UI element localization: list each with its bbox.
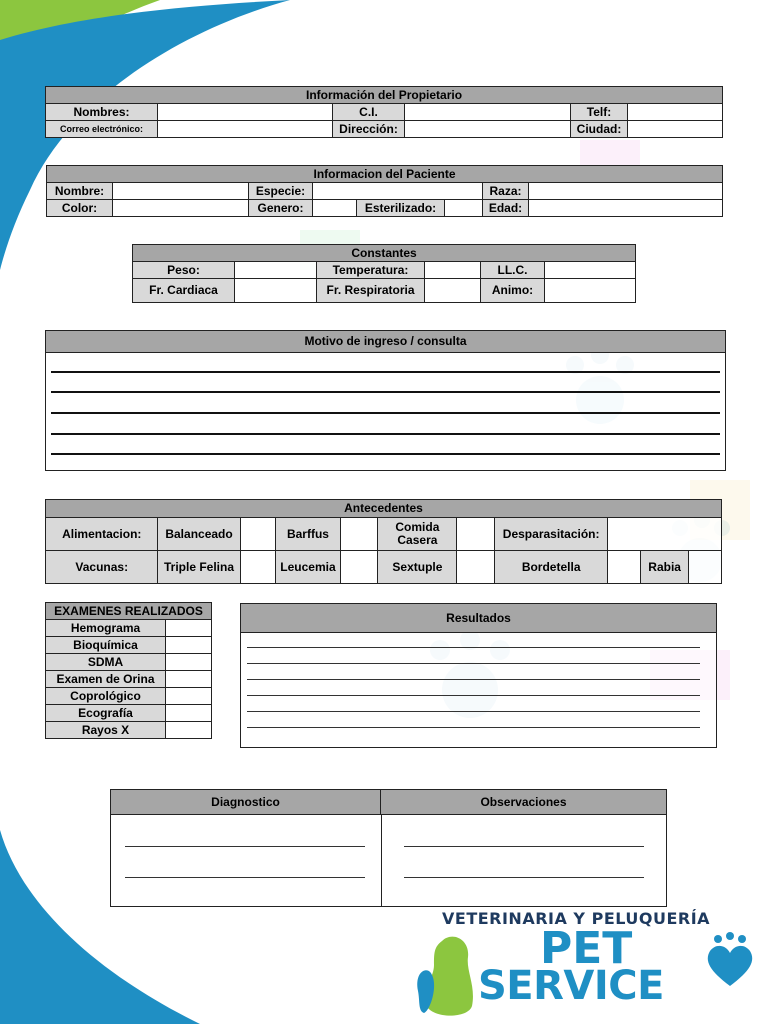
bordetella-label: Bordetella (494, 551, 608, 584)
weight-label: Peso: (133, 262, 235, 279)
triple-feline-label: Triple Felina (158, 551, 240, 584)
patient-breed-label: Raza: (483, 183, 529, 200)
reason-line (51, 453, 720, 455)
pet-silhouette-icon (412, 931, 482, 1019)
patient-info-title: Informacion del Paciente (47, 166, 723, 183)
sextuple-checkbox[interactable] (457, 551, 494, 584)
exam-label: Rayos X (46, 722, 166, 739)
observations-line (404, 846, 644, 847)
sextuple-label: Sextuple (378, 551, 457, 584)
deworming-field[interactable] (608, 518, 722, 551)
respiratory-rate-field[interactable] (425, 279, 481, 303)
paw-heart-icon (700, 931, 760, 991)
rabies-checkbox[interactable] (689, 551, 722, 584)
reason-line (51, 433, 720, 435)
reason-line (51, 391, 720, 393)
patient-age-label: Edad: (483, 200, 529, 217)
results-line (247, 695, 700, 696)
diagnosis-area[interactable] (111, 815, 381, 906)
owner-id-field[interactable] (405, 104, 571, 121)
exam-label: Ecografía (46, 705, 166, 722)
patient-sterilized-field[interactable] (445, 200, 483, 217)
reason-line (51, 412, 720, 414)
results-title: Resultados (241, 604, 716, 633)
exam-label: SDMA (46, 654, 166, 671)
diagnosis-observations-box (110, 789, 667, 907)
exam-checkbox[interactable] (166, 620, 212, 637)
brand-logo (410, 905, 760, 1020)
leukemia-label: Leucemia (276, 551, 341, 584)
observations-line (404, 877, 644, 878)
owner-email-field[interactable] (158, 121, 333, 138)
patient-color-field[interactable] (113, 200, 249, 217)
feeding-label: Alimentacion: (46, 518, 158, 551)
owner-city-label: Ciudad: (571, 121, 628, 138)
results-line (247, 663, 700, 664)
diagnosis-title: Diagnostico (111, 790, 381, 815)
triple-feline-checkbox[interactable] (240, 551, 275, 584)
patient-name-field[interactable] (113, 183, 249, 200)
temperature-label: Temperatura: (317, 262, 425, 279)
bordetella-checkbox[interactable] (608, 551, 640, 584)
brand-tagline: VETERINARIA Y PELUQUERÍA (442, 909, 711, 928)
kibble-checkbox[interactable] (240, 518, 275, 551)
diagnosis-line (125, 877, 365, 878)
owner-address-field[interactable] (405, 121, 571, 138)
patient-sterilized-label: Esterilizado: (357, 200, 445, 217)
observations-title: Observaciones (381, 790, 666, 815)
mood-label: Animo: (481, 279, 545, 303)
exam-checkbox[interactable] (166, 671, 212, 688)
exam-checkbox[interactable] (166, 705, 212, 722)
homemade-food-label: Comida Casera (378, 518, 457, 551)
owner-phone-label: Telf: (571, 104, 628, 121)
owner-id-label: C.I. (333, 104, 405, 121)
diagnosis-line (125, 846, 365, 847)
results-line (247, 711, 700, 712)
exam-checkbox[interactable] (166, 654, 212, 671)
owner-info-section (45, 86, 722, 138)
capillary-refill-label: LL.C. (481, 262, 545, 279)
weight-field[interactable] (235, 262, 317, 279)
temperature-field[interactable] (425, 262, 481, 279)
barf-checkbox[interactable] (340, 518, 377, 551)
patient-gender-field[interactable] (313, 200, 357, 217)
exams-section (45, 602, 211, 739)
barf-label: Barffus (276, 518, 341, 551)
kibble-label: Balanceado (158, 518, 240, 551)
patient-info-section (46, 165, 722, 217)
exam-checkbox[interactable] (166, 722, 212, 739)
respiratory-rate-label: Fr. Respiratoria (317, 279, 425, 303)
exam-label: Examen de Orina (46, 671, 166, 688)
exam-label: Coprológico (46, 688, 166, 705)
owner-info-title: Información del Propietario (46, 87, 723, 104)
capillary-refill-field[interactable] (545, 262, 636, 279)
mood-field[interactable] (545, 279, 636, 303)
exams-title: EXAMENES REALIZADOS (46, 603, 212, 620)
deworming-label: Desparasitación: (494, 518, 608, 551)
owner-name-field[interactable] (158, 104, 333, 121)
patient-color-label: Color: (47, 200, 113, 217)
exam-label: Bioquímica (46, 637, 166, 654)
reason-line (51, 371, 720, 373)
reason-box[interactable] (45, 330, 726, 471)
results-box[interactable] (240, 603, 717, 748)
patient-species-label: Especie: (249, 183, 313, 200)
patient-name-label: Nombre: (47, 183, 113, 200)
history-section (45, 499, 722, 584)
exam-checkbox[interactable] (166, 688, 212, 705)
exam-label: Hemograma (46, 620, 166, 637)
reason-title: Motivo de ingreso / consulta (46, 331, 725, 353)
rabies-label: Rabia (640, 551, 689, 584)
observations-area[interactable] (382, 815, 666, 906)
owner-email-label: Correo electrónico: (46, 121, 158, 138)
owner-name-label: Nombres: (46, 104, 158, 121)
patient-species-field[interactable] (313, 183, 483, 200)
results-line (247, 727, 700, 728)
heart-rate-field[interactable] (235, 279, 317, 303)
vaccines-label: Vacunas: (46, 551, 158, 584)
patient-age-field[interactable] (529, 200, 723, 217)
constants-section (132, 244, 635, 303)
patient-breed-field[interactable] (529, 183, 723, 200)
constants-title: Constantes (133, 245, 636, 262)
brand-name-line1: PET (540, 923, 633, 974)
owner-city-field[interactable] (628, 121, 723, 138)
heart-rate-label: Fr. Cardiaca (133, 279, 235, 303)
leukemia-checkbox[interactable] (340, 551, 377, 584)
history-title: Antecedentes (46, 500, 722, 518)
results-line (247, 647, 700, 648)
patient-gender-label: Genero: (249, 200, 313, 217)
homemade-food-checkbox[interactable] (457, 518, 494, 551)
exam-checkbox[interactable] (166, 637, 212, 654)
owner-phone-field[interactable] (628, 104, 723, 121)
brand-name-line2: SERVICE (478, 963, 664, 1009)
owner-address-label: Dirección: (333, 121, 405, 138)
results-line (247, 679, 700, 680)
